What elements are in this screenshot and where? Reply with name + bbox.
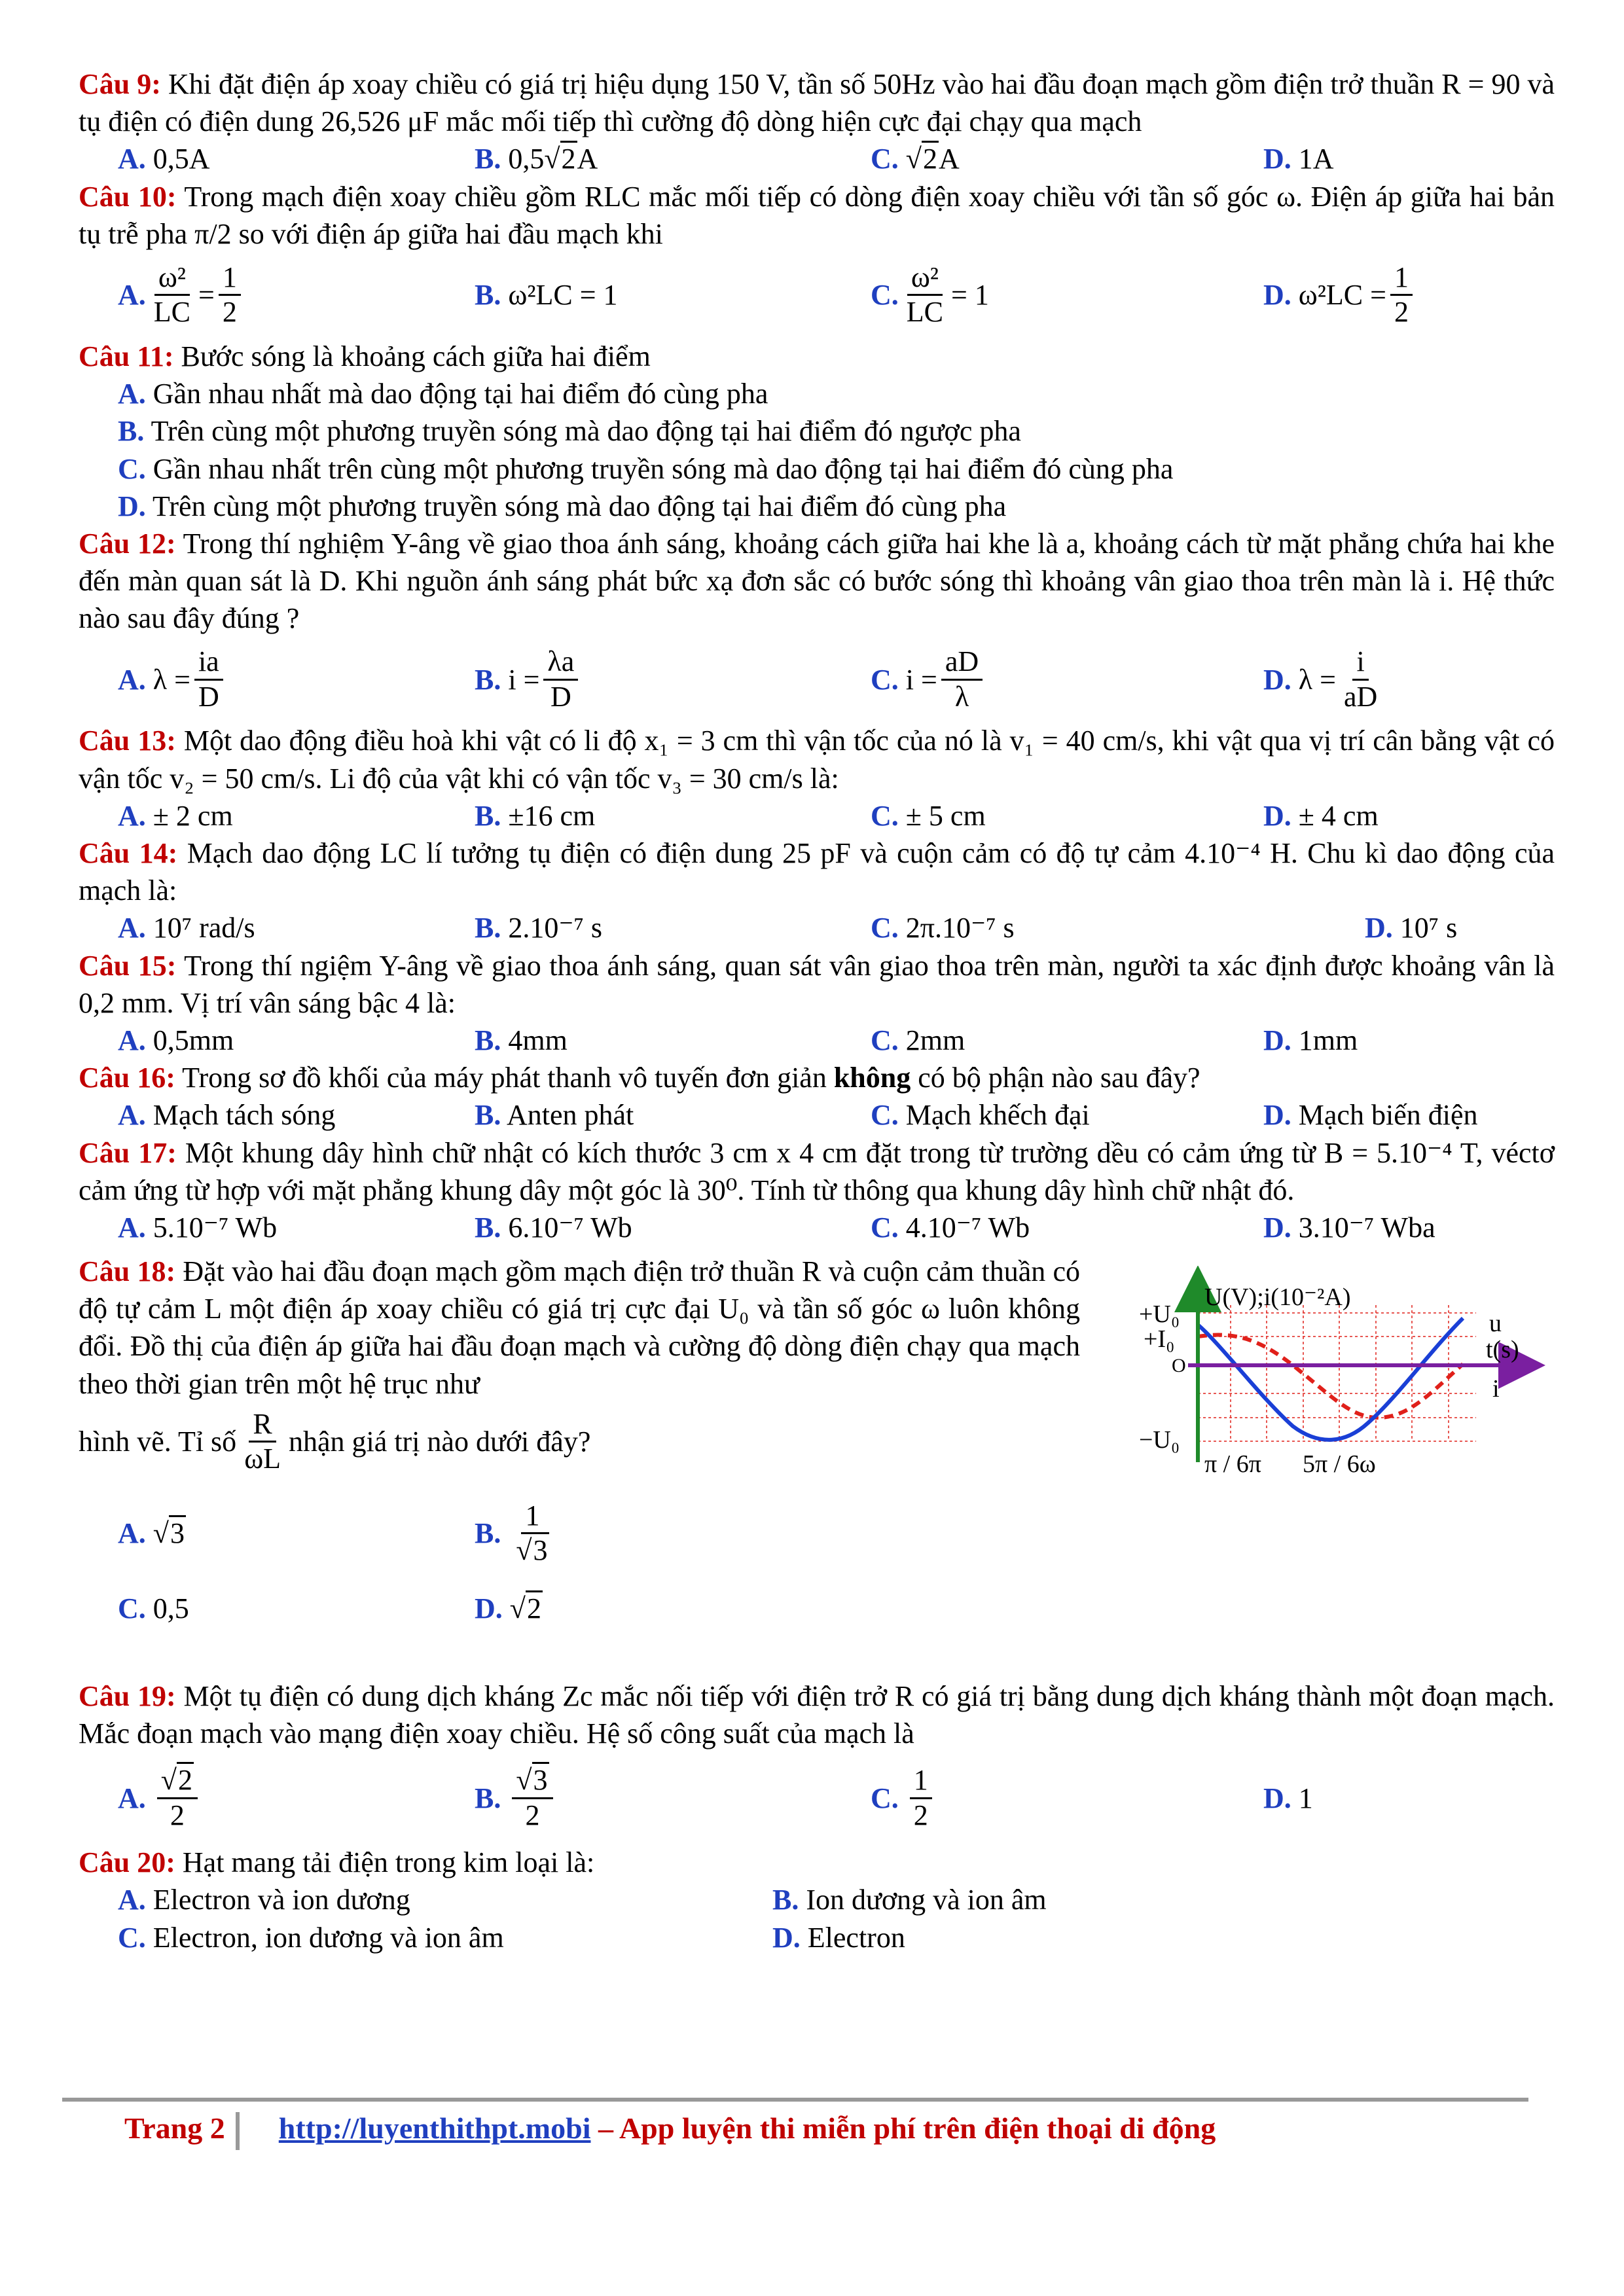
option-c[interactable]: C. Mạch khếch đại: [871, 1099, 1090, 1132]
plus-i0-label: +I₀: [1144, 1325, 1175, 1354]
question-label: Câu 16:: [79, 1062, 175, 1094]
option-d[interactable]: D. 1A: [1263, 143, 1334, 175]
option-d[interactable]: D. 1: [1263, 1782, 1313, 1814]
sqrt-expression: √2: [906, 140, 939, 177]
sqrt-expression: √2: [544, 140, 577, 177]
option-b[interactable]: B. $\frac{1}{√3}$: [475, 1499, 557, 1568]
answer-row: [79, 1881, 1555, 1918]
option-b[interactable]: B. ω²LC = 1: [475, 279, 618, 312]
option-b[interactable]: B. $\frac{√3}{2}$: [475, 1764, 871, 1832]
fraction: $\frac{ia}{D}$: [194, 645, 223, 713]
answer-row: [79, 1579, 1080, 1638]
option-d[interactable]: D. ± 4 cm: [1263, 799, 1379, 832]
sqrt-expression: √2: [510, 1590, 543, 1627]
option-d[interactable]: D. Mạch biến điện: [1263, 1099, 1478, 1132]
answer-row: [79, 637, 1555, 722]
sqrt-expression: √3: [153, 1515, 186, 1552]
question-10: [79, 178, 1555, 253]
question-label: Câu 20:: [79, 1846, 175, 1879]
question-19: [79, 1677, 1555, 1752]
answer-row: [79, 1209, 1555, 1246]
question-label: Câu 9:: [79, 68, 161, 100]
sqrt-expression: √3: [516, 1534, 549, 1568]
minus-u0-label: −U₀: [1139, 1426, 1180, 1454]
question-label: Câu 14:: [79, 837, 178, 869]
answer-row: [79, 909, 1555, 946]
option-b[interactable]: B. Ion dương và ion âm: [772, 1884, 1047, 1916]
option-c[interactable]: C. Electron, ion dương và ion âm: [118, 1921, 504, 1954]
question-9: [79, 65, 1555, 140]
fraction: $\frac{i}{aD}$: [1343, 645, 1378, 713]
question-20: [79, 1844, 1555, 1881]
question-label: Câu 18:: [79, 1255, 176, 1288]
option-d[interactable]: D. λ = $\frac{i}{aD}$: [1263, 645, 1538, 713]
plus-u0-label: +U₀: [1139, 1300, 1180, 1329]
fraction: $\frac{√2}{2}$: [157, 1764, 198, 1832]
fraction: $\frac{aD}{\lambda}$: [941, 645, 983, 713]
option-a[interactable]: A. Gần nhau nhất mà dao động tại hai điểm đó cùng pha: [118, 378, 768, 410]
fraction: $\frac{1}{√3}$: [516, 1499, 548, 1567]
question-text: Hạt mang tải điện trong kim loại là:: [182, 1846, 595, 1879]
option-d[interactable]: D. 10⁷ s: [1365, 912, 1458, 944]
option-c[interactable]: C. $\frac{1}{2}$: [871, 1764, 1263, 1832]
fraction: $\frac{√3}{2}$: [512, 1764, 552, 1832]
option-b[interactable]: B. Trên cùng một phương truyền sóng mà dao động tại hai điểm đó ngược pha: [118, 415, 1021, 448]
question-label: Câu 15:: [79, 949, 177, 982]
fraction: $\frac{1}{2}$: [1390, 261, 1413, 329]
option-b[interactable]: B. 6.10⁻⁷ Wb: [475, 1211, 632, 1244]
question-label: Câu 12:: [79, 527, 176, 560]
option-a[interactable]: A. $\frac{√2}{2}$: [118, 1764, 475, 1832]
question-14: [79, 834, 1555, 909]
question-text: Mạch dao động LC lí tưởng tụ điện có điện dung 25 pF và cuộn cảm có độ tự cảm 4.10⁻⁴ H. Chu kì dao động của mạch là:: [79, 837, 1555, 907]
option-d[interactable]: D. 3.10⁻⁷ Wba: [1263, 1211, 1435, 1244]
u-i-graph: [1136, 1266, 1555, 1528]
question-text: Trong thí ngiệm Y-âng về giao thoa ánh sáng, quan sát vân giao thoa trên màn, người ta xác định được khoảng vân là 0,2 mm. Vị trí vân sáng bậc 4 là:: [79, 949, 1555, 1019]
fraction: $\frac{\text{ω²}}{LC}$: [906, 260, 944, 329]
option-b[interactable]: B. Anten phát: [475, 1099, 634, 1132]
tick-label-2: 5π / 6ω: [1303, 1450, 1376, 1479]
option-d[interactable]: D. Electron: [772, 1921, 905, 1954]
option-c[interactable]: C. √2A: [871, 140, 1263, 177]
grid-lines: [1198, 1305, 1476, 1441]
answer-row: [79, 1096, 1555, 1134]
option-d[interactable]: D. 1mm: [1263, 1024, 1358, 1056]
option-c[interactable]: C. 4.10⁻⁷ Wb: [871, 1211, 1030, 1244]
option-a[interactable]: A. 0,5mm: [118, 1024, 234, 1056]
fraction: $\frac{R}{\omega L}$: [244, 1407, 281, 1475]
option-b[interactable]: B. 0,5√2A: [475, 140, 871, 177]
option-a[interactable]: A. √3: [118, 1515, 475, 1552]
option-c[interactable]: C. 2π.10⁻⁷ s: [871, 912, 1015, 944]
question-18-text: [79, 1253, 1080, 1403]
option-a[interactable]: A. 5.10⁻⁷ Wb: [118, 1211, 278, 1244]
question-text: Trong thí nghiệm Y-âng về giao thoa ánh sáng, khoảng cách giữa hai khe là a, khoảng cách từ mặt phẳng chứa hai khe đến màn quan sát là D. Khi nguồn ánh sáng phát bức xạ đơn sắc có bước sóng thì khoảng vân giao thoa trên màn là i. Hệ thức nào sau đây đúng ?: [79, 527, 1555, 635]
option-d[interactable]: D. ω²LC = $\frac{1}{2}$: [1263, 261, 1538, 329]
question-label: Câu 11:: [79, 340, 174, 372]
answer-row: [79, 253, 1555, 338]
sqrt-expression: √3: [516, 1764, 549, 1797]
page-footer: [124, 2109, 1216, 2150]
question-13: [79, 722, 1555, 797]
option-a[interactable]: A. 10⁷ rad/s: [118, 912, 255, 944]
option-c[interactable]: C. i = $\frac{aD}{\lambda}$: [871, 645, 1263, 713]
question-text: Một khung dây hình chữ nhật có kích thước 3 cm x 4 cm đặt trong từ trường dều có cảm ứng từ B = 5.10⁻⁴ T, véctơ cảm ứng từ hợp với mặt phẳng khung dây một góc là 30⁰. Tính từ thông qua khung dây hình chữ nhật đó.: [79, 1136, 1555, 1206]
question-text: Một tụ điện có dung dịch kháng Zc mắc nối tiếp với điện trở R có giá trị bằng dung dịch kháng thành một đoạn mạch. Mắc đoạn mạch vào mạng điện xoay chiều. Hệ số công suất của mạch là: [79, 1679, 1555, 1749]
fraction: $\frac{1}{2}$: [219, 261, 241, 329]
question-18: [79, 1253, 1555, 1638]
option-c[interactable]: C. 2mm: [871, 1024, 965, 1056]
option-d[interactable]: D. Trên cùng một phương truyền sóng mà dao động tại hai điểm đó cùng pha: [118, 490, 1007, 522]
option-c[interactable]: C. Gần nhau nhất trên cùng một phương truyền sóng mà dao động tại hai điểm đó cùng pha: [118, 452, 1174, 485]
u-curve-label: u: [1489, 1310, 1502, 1338]
option-a[interactable]: A. ± 2 cm: [118, 799, 233, 832]
option-d[interactable]: D. √2: [475, 1590, 543, 1627]
ratio-line: hình vẽ. Tỉ số $\frac{R}{\omega L}$ nhận giá trị nào dưới đây?: [79, 1407, 591, 1475]
i-curve-label: i: [1492, 1375, 1500, 1403]
answer-row: [79, 1752, 1555, 1844]
exam-page: [79, 65, 1555, 1956]
footer-separator: [236, 2112, 240, 2150]
fraction: $\frac{\lambda a}{D}$: [543, 645, 578, 713]
question-label: Câu 17:: [79, 1136, 177, 1169]
option-a[interactable]: A. $\frac{\text{ω²}}{LC}$ = $\frac{1}{2}$: [118, 261, 475, 329]
question-text: Trong mạch điện xoay chiều gồm RLC mắc mối tiếp có dòng điện xoay chiều với tần số góc ω. Điện áp giữa hai bản tụ trễ pha π/2 so với điện áp giữa hai đầu mạch khi: [79, 180, 1555, 250]
current-curve: [1198, 1335, 1463, 1418]
answer-row: [79, 1488, 1080, 1579]
footer-tagline: – App luyện thi miễn phí trên điện thoại di động: [590, 2111, 1216, 2145]
site-link[interactable]: http://luyenthithpt.mobi: [278, 2111, 591, 2145]
question-label: Câu 10:: [79, 180, 177, 213]
y-axis-label: U(V);i(10⁻²A): [1204, 1283, 1351, 1312]
question-text: Đặt vào hai đầu đoạn mạch gồm mạch điện trở thuần R và cuộn cảm thuần có độ tự cảm L một điện áp xoay chiều có giá trị cực đại U₀ và tần số góc ω luôn không đổi. Đồ thị của điện áp giữa hai đầu đoạn mạch và cường độ dòng điện chạy qua mạch theo thời gian trên một hệ trục như: [79, 1255, 1080, 1400]
option-b[interactable]: B. i = $\frac{\lambda a}{D}$: [475, 645, 871, 713]
option-b[interactable]: B. 4mm: [475, 1024, 568, 1056]
question-text: Khi đặt điện áp xoay chiều có giá trị hiệu dụng 150 V, tần số 50Hz vào hai đầu đoạn mạch gồm điện trở thuần R = 90 và tụ điện có điện dung 26,526 μF mắc mối tiếp thì cường độ dòng hiện cực đại chạy qua mạch: [79, 68, 1555, 138]
page-number: Trang 2: [124, 2111, 225, 2145]
option-b[interactable]: B. ±16 cm: [475, 799, 596, 832]
tick-label-1: π / 6π: [1204, 1450, 1261, 1479]
option-a[interactable]: A. 0,5A: [118, 143, 210, 175]
option-c[interactable]: C. 0,5: [118, 1592, 189, 1625]
option-a[interactable]: A. Mạch tách sóng: [118, 1099, 336, 1132]
answer-row: [79, 1022, 1555, 1059]
sqrt-expression: √2: [161, 1764, 194, 1797]
question-label: Câu 19:: [79, 1679, 176, 1712]
answer-row: [79, 797, 1555, 834]
question-16: Câu 16: Trong sơ đồ khối của máy phát thanh vô tuyến đơn giản không có bộ phận nào sau đây?: [79, 1062, 1200, 1094]
question-label: Câu 13:: [79, 725, 176, 757]
question-11: [79, 338, 1555, 375]
question-17: [79, 1134, 1555, 1209]
question-18-text-block: [79, 1253, 1080, 1638]
option-c[interactable]: C. $\frac{\text{ω²}}{LC}$ = 1: [871, 260, 989, 329]
t-axis-label: t(s): [1486, 1336, 1519, 1364]
fraction: $\frac{\text{ω²}}{LC}$: [153, 260, 191, 329]
origin-label: O: [1172, 1355, 1186, 1377]
question-15: [79, 947, 1555, 1022]
option-a[interactable]: A. Electron và ion dương: [118, 1884, 410, 1916]
option-c[interactable]: C. ± 5 cm: [871, 799, 986, 832]
answer-row: [79, 1919, 1555, 1956]
question-text: Một dao động điều hoà khi vật có li độ x₁ = 3 cm thì vận tốc của nó là v₁ = 40 cm/s, khi vật qua vị trí cân bằng vật có vận tốc v₂ = 50 cm/s. Li độ của vật khi có vận tốc v₃ = 30 cm/s là:: [79, 725, 1555, 795]
footer-divider: [62, 2098, 1528, 2102]
answer-row: [79, 140, 1555, 177]
question-text: Bước sóng là khoảng cách giữa hai điểm: [181, 340, 651, 372]
option-a[interactable]: A. λ = $\frac{ia}{D}$: [118, 645, 475, 713]
option-b[interactable]: B. 2.10⁻⁷ s: [475, 912, 603, 944]
question-12: [79, 525, 1555, 637]
fraction: $\frac{1}{2}$: [910, 1764, 932, 1832]
